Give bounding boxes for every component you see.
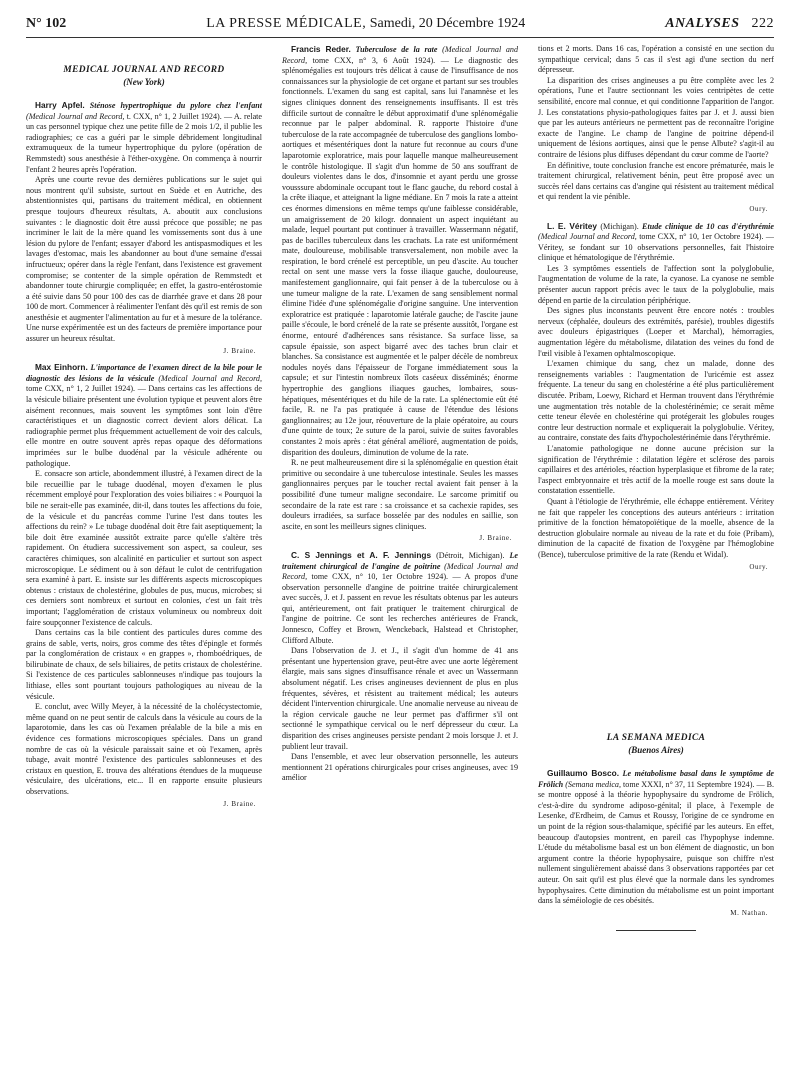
- article-paragraph: Dans l'ensemble, et avec leur observation personnelle, les auteurs mentionnent 21 opérations chirurgicales pour crises angineuses, avec 19 amélior: [282, 752, 518, 783]
- article-jennings: [282, 550, 518, 646]
- column-3: [538, 44, 774, 724]
- journal-masthead: [206, 16, 525, 32]
- section-title-medical-journal: MEDICAL JOURNAL AND RECORD: [63, 65, 225, 75]
- article-author: Max Einhorn.: [35, 362, 88, 373]
- article-text: tome XXXI, n° 37, 11 Septembre 1924). — B. se montre opposé à la théorie hypophysaire du syndrome de Frölich, c'est-à-dire du syndrome adiposo-génital; il place, à l'exemple de Lesenke, d'Erdheim, de Camus et Roussy, l'origine de ce syndrome en un point de la région sous-thalamique, spécifié par les auteurs. En effet, beaucoup d'autopsies montrent, en pareil cas l'hypophyse indemne. L'étude du métabolisme basal est un bon élément de diagnostic, un bon argument contre la théorie hypophysaire, puisque son chiffre n'est nullement singulièrement abaissé dans 3 observations rapportées par cet auteur. On sait qu'il est plus élevé que la normale dans les syndromes hypophysaires. Cette diminution du métabolisme est un point important dans la séméiologie de ces obésités.: [538, 779, 774, 906]
- column-1: [26, 44, 262, 1064]
- article-veritey: [538, 221, 774, 264]
- article-reference: (Medical Journal and Record,: [282, 561, 518, 582]
- article-text: tome CXX, n° 1, 2 Juillet 1924). — Dans certains cas les affections de la vésicule biliaire présentent une évolution typique et peuvent alors être aisément reconnues, mais souvent les symptômes sont loin d'être caractéristiques et un diagnostic correct devient alors délicat. La radiographie permet plus fréquemment actuellement de voir des calculs, elle montre en outre souvent après repas opaque des déformations imprimées sur le bulbe duodénal par la vésicule adhérente ou pathologique.: [26, 384, 262, 468]
- article-author: Harry Apfel.: [35, 100, 85, 110]
- page-number: 222: [751, 16, 774, 31]
- journal-title: LA PRESSE MÉDICALE,: [206, 16, 367, 31]
- article-author: Francis Reder.: [291, 44, 351, 54]
- article-text: tome CXX, n° 3, 6 Août 1924). — Le diagnostic des splénomégalies est toujours très délicat à cause de l'insuffisance de nos connaissances sur la physiologie de cet organe et partant sur ses troubles fonctionnels. L'examen du sang est capital, sans lui l'anamnèse et les signes cliniques donnent des renseignements insuffisants. Il est très difficile surtout de connaître le début approximatif d'une splénomégalie reconnue par le palper abdominal. R. rapporte l'histoire d'une tuberculose de la rate accompagnée de tuberculose des ganglions lombo-aortiques et mésentériques dont la nature fut reconnue au cours d'une laparotomie exploratrice, mais pour laquelle manque malheureusement le contrôle histologique. Il s'agit d'un homme de 50 ans souffrant de douleurs violentes dans le dos, d'insomnie et ayant perdu une grosse vousssure abdominale occupant tout le flanc gauche, du rebord costal à la crête iliaque, et atteignant la ligne médiane. En 7 mois la rate a atteint ces énormes dimensions en même temps qu'une faiblesse considérable, un amaigrissement de 20 kilogr. donnaient un aspect inquiétant au malade, lequel pourtant put continuer à travailler. Wassermann négatif, pas de bacilles tuberculeux dans les crachats. La rate est uniformément mate, douloureuse, mobilisable transversalement, non mobile avec la respiration, le bord crénelé est perceptible, un peu d'ascite. Au toucher rectal on sent une masse vers la fosse iliaque gauche, douloureuse, manifestement ganglionnaire, qui fait penser à de la tuberculose ou à une tumeur maligne de la rate. L'examen de sang sensiblement normal élimine l'idée d'une splénomégalie d'origine sanguine. Une intervention exploratrice est pratiquée : laparotomie latérale gauche; de l'ascite jaune paille s'écoule, le bord crénelé de la rate se présente aussitôt, l'organe est énorme, entouré d'adhérences sans résistance. Sa surface lisse, sa capsule épaissie, son aspect bigarré avec des taches brun clair et blanches. Sa consistance est augmentée et le palper décèle de nombreux nodules noyés dans l'épaisseur de l'organe immédiatement sous la capsule; et sur l'intestin nombreux îlots caséeux disséminés; énorme hypertrophie des ganglions iliaques gauches, lombaires, sous-hépatiques, mésentériques et du hile de la rate. La splénectomie eût été facile, R. ne l'a pas pratiquée à cause de l'étendue des lésions ganglionnaires; au 12e jour, réouverture de la plaie opératoire, au cours d'une quinte de toux; 2e suture de la paroi, suivie de suites favorables constantes 2 mois après : état général amélioré, augmentation de poids, disparition des douleurs, diminution de volume de la rate.: [282, 55, 518, 457]
- article-paragraph: Des signes plus inconstants peuvent être encore notés : troubles nerveux (céphalée, douleurs des extrémités, parésie), troubles digestifs avec douleurs épigastriques (Loeper et Marchal), hémorragies, augmentation légère du métabolisme, dilatation des veines du fond de l'œil visible à l'examen ophtalmoscopique.: [538, 306, 774, 358]
- article-paragraph: tions et 2 morts. Dans 16 cas, l'opération a consisté en une section du sympathique cervical; dans 5 cas il s'est agi d'une section du nerf dépresseur.: [538, 44, 774, 75]
- article-reference: (Medical Journal and Record,: [538, 232, 637, 242]
- article-signature: Oury.: [749, 204, 768, 213]
- article-paragraph: Les 3 symptômes essentiels de l'affection sont la polyglobulie, l'augmentation de volume de la rate, la cyanose. La cyanose ne semble présenter aucun rapport précis avec le taux de la polyglobulie, mais dépend en partie de la circulation périphérique.: [538, 263, 774, 305]
- article-text: tome CXX, n° 10, 1er Octobre 1924). — Véritey, se fondant sur 10 observations personnelles, fait l'histoire clinique et hématologique de l'érythrémie.: [538, 232, 774, 263]
- issue-date: Samedi, 20 Décembre 1924: [369, 16, 526, 31]
- article-signature: J. Braine.: [223, 799, 256, 808]
- article-title: Etude clinique de 10 cas d'érythrémie: [642, 221, 774, 231]
- article-author: C. S Jennings et A. F. Jennings: [291, 549, 432, 560]
- column-3-lower: [538, 724, 774, 1064]
- article-signature: M. Nathan.: [730, 908, 768, 917]
- section-title-semana-medica: LA SEMANA MEDICA: [606, 733, 706, 743]
- article-signature: J. Braine.: [479, 534, 512, 543]
- article-paragraph: R. ne peut malheureusement dire si la splénomégalie en question était primitive ou secondaire à une tuberculose intestinale. Seules les masses ganglionnaires perçues par le toucher rectal avaient fait penser à la possibilité d'une tumeur maligne secondaire. Le sarcome primitif ou secondaire de la rate est rare : sa croissance et sa cachexie rapides, ses douleurs irradiées, sa surface bosselée par des nodules en saillie, son ascite, en sont les meilleurs signes cliniques.: [282, 458, 518, 531]
- article-author: Guillaumo Bosco.: [547, 768, 620, 778]
- article-author: L. E. Véritey: [547, 220, 598, 231]
- page-header: [26, 12, 774, 36]
- article-title: Sténose hypertrophique du pylore chez l'enfant: [89, 101, 262, 110]
- section-place-new-york: (New York): [123, 77, 165, 87]
- header-rule: [26, 37, 774, 38]
- issue-number: N° 102: [26, 16, 67, 31]
- article-reference: (Medical Journal and Record,: [158, 373, 262, 383]
- article-signature: J. Braine.: [223, 346, 256, 355]
- column-2: [282, 44, 518, 1068]
- article-location: (Michigan).: [600, 221, 639, 231]
- article-reference: (Medical Journal and Record,: [26, 111, 125, 121]
- article-text: tome CXX, n° 10, 1er Octobre 1924). — A propos d'une observation personnelle d'angine de poitrine traitée chirurgicalement avec succès, J. et J. passent en revue les résultats obtenus par les auteurs qui, antérieurement, ont fait pratiquer le traitement chirurgical de l'angine de poitrine. Ce sont les recherches antérieures de Franck, Jonnesco, Coffey et Brown, Wenckeback, Halstead et Christopher, Clifford Albute.: [282, 572, 518, 645]
- article-paragraph: La disparition des crises angineuses a pu être complète avec les 2 opérations, l'une et l'autre sectionnant les voies centripètes de cette sensibilité, encore mal connue, et qui conditionne l'apparition de l'angor. J. Les constatations physio-pathologiques faites par J. et J. aussi bien que par les auteurs antérieurs ne permettent pas de reconnaître l'origine exacte de l'angine. Le champ de l'angine de poitrine dépend-il uniquement de lésions aortiques, ainsi que le pense Albute? s'agit-il au contraire de lésions plus diffuses dépendant du cœur comme de l'aorte?: [538, 75, 774, 159]
- article-title: L'importance de l'examen direct de la bile pour le diagnostic des lésions de la vésicule: [26, 363, 262, 383]
- article-bosco: [538, 768, 774, 907]
- article-title: Le traitement chirurgical de l'angine de poitrine: [282, 550, 518, 571]
- article-apfel: [26, 100, 262, 175]
- article-paragraph: En définitive, toute conclusion franche est encore prématurée, mais le traitement chirurgical, relativement bénin, peut être proposé avec un succès réel dans certains cas d'angine qui résistent au traitement médical et qui rendent la vie pénible.: [538, 160, 774, 202]
- article-paragraph: Dans l'observation de J. et J., il s'agit d'un homme de 41 ans présentant une hypertension grave, peut-être avec une aorte légèrement élargie, mais sans signes d'insuffisance rénale et avec un Wassermann absolument négatif. Les crises angineuses deviennent de plus en plus fréquentes, sévères, et résistent au traitement médical; les auteurs décident l'intervention chirurgicale. Une anomalie nerveuse au niveau de la région cervicale gauche ne leur permet pas d'affirmer s'il ont sectionné le sympathique cervical ou le nerf dépresseur du cœur. La disparition des crises angineuses persiste pendant 2 mois lorsque J. et J. publient leur travail.: [282, 646, 518, 751]
- article-paragraph: E. conclut, avec Willy Meyer, à la nécessité de la cholécystectomie, même quand on ne peut sentir de calculs dans la vésicule au cours de la laparotomie, dans les cas où l'examen préalable de la bile a mis en évidence ces formations microscopiques spéciales. Dans un grand nombre de cas où la vésicule paraissait saine et où l'examen, après tubage, avait montré l'existence des particules sablonneuses et des cristaux en question, E. trouva des altérations étendues de la muqueuse vésiculaire, des ulcérations, etc... Il en rapporte ensuite plusieurs observations.: [26, 702, 262, 796]
- article-einhorn: [26, 362, 262, 469]
- article-reference: (Medical Journal and Record,: [282, 45, 518, 65]
- article-paragraph: L'anatomie pathologique ne donne aucune précision sur la signification de l'érythrémie : dilatation légère et sclérose des parois capillaires et des artérioles, réaction hyperplasique et fibrome de la rate; l'aspect embryonnaire et très actif de la moelle rouge est sans doute la constatation essentielle.: [538, 443, 774, 496]
- article-reder: [282, 44, 518, 458]
- article-paragraph: E. consacre son article, abondemment illustré, à l'examen direct de la bile recueillie par le tubage duodénal, moyen d'examen le plus récemment employé pour l'exploration des voies biliaires : « Pourquoi la bile ne serait-elle pas examinée, dit-il, dans toutes les affections du foie, de la vésicule et du pancréas comme l'urine l'est dans toutes les affections du rein? » Le tubage duodénal doit être fait aseptiquement; la bile doit être examinée aussitôt extraite parce qu'elle s'altère très rapidement. On étudiera successivement son aspect, sa couleur, ses caractères chimiques, son alcalinité en particulier et surtout son aspect microscopique. Le sédiment ou à son défaut le culot de centrifugation sera examiné à part. E. insiste sur les différents aspects microscopiques obtenus : cristaux de cholestérine, globules de pus, mucus, microbes; si ces derniers sont nombreux et surtout en colonies, c'est un fait très important; l'agglomération de cristaux volumineux ou nombreux doit faire soupçonner l'existence de calculs.: [26, 469, 262, 627]
- article-title: Le métabolisme basal dans le symptôme de Frölich: [538, 769, 774, 789]
- article-text: t. CXX, n° 1, 2 Juillet 1924). — A. relate un cas personnel typique chez une petite fille de 2 mois 1/2, il publie les radiographies; ce cas a guéri par le simple débridement longitudinal extramuqueux de la tumeur hypertrophique du pylore (opération de Remmstedt) sous anesthésie à l'éther-oxygène. On commença à nourrir l'enfant 2 heures après l'opération.: [26, 111, 262, 174]
- article-location: (Détroit, Michigan).: [436, 550, 505, 560]
- section-label-group: [665, 16, 774, 32]
- article-reference: (Semana medica,: [565, 779, 621, 789]
- section-place-buenos-aires: (Buenos Aires): [628, 745, 684, 755]
- article-paragraph: Quant à l'étiologie de l'érythrémie, elle échappe entièrement. Véritey ne fait que rappeler les conceptions des auteurs antérieurs : irritation primitive de la fonction hématopoïétique de la moelle, absence de la destruction globulaire normale au niveau de la rate et du foie (Pribam), diminution de la capacité de fixation de l'oxygène par l'hémoglobine (Bence), tuberculose primitive de la rate (Rendu et Widal).: [538, 496, 774, 559]
- article-signature: Oury.: [749, 562, 768, 571]
- section-label: ANALYSES: [665, 16, 740, 31]
- article-title: Tuberculose de la rate: [355, 45, 438, 54]
- article-paragraph: L'examen chimique du sang, chez un malade, donne des renseignements variables : l'augmentation de l'uricémie est assez fréquente. La teneur du sang en cholestérine a été plus particulièrement discutée. Pribam, Loewy, Richard et Herman trouvent dans l'érythrémie une augmentation très notable de la cholestérinémie; ce serait même cette teneur élevée en cholestérine qui protégerait les globules rouges contre leur destruction normale et expliquerait la polyglobulie. Véritey, au contraire, constate des faits d'hypocholestérinémie dans l'érythrémie.: [538, 359, 774, 443]
- article-paragraph: Dans certains cas la bile contient des particules dures comme des grains de sable, verts, noirs, gros comme des têtes d'épingle et formés par la conglomération de cristaux « en grappes », rhomboédriques, de bilirubinate de chaux, de sels biliaires, de petits cristaux de cholestérine. Si l'existence de ces particules sablonneuses n'indique pas toujours la lithiase, elles sont pourtant toujours pathologiques au niveau de la vésicule.: [26, 628, 262, 701]
- article-paragraph: Après une courte revue des dernières publications sur le sujet qui nous montrent qu'il subsiste, surtout en Suède et en Autriche, des abstentionnistes qui, partisans du traitement médical, en obtiennent presque toujours d'heureux résultats, A. aboutit aux conclusions suivantes : le diagnostic doit être aussi précoce que possible; ne pas incriminer le lait de la mère quand les vomissements sont dus à une lésion du pylore de l'enfant; essayer d'abord les antispasmodiques et les lavages d'estomac, mais les abandonner au bout d'une semaine d'essai infructueux; opérer dans la règle l'enfant, dans l'existence est gravement compromise; se contenter de la simple opération de Remmstedt et abandonner toute chirurgie compliquée; en effet, la gastro-entérostomie a été suivie dans 50 pour 100 des cas de diarrhée grave et dans 28 pour 100 de mort. Commencer à réalimenter l'enfant dès qu'il est remis de son anesthésie et augmenter l'alimentation au fur et à mesure de la tolérance. Une nurse expérimentée est un des facteurs de première importance pour assurer un heureux résultat.: [26, 175, 262, 344]
- end-separator: [616, 930, 696, 931]
